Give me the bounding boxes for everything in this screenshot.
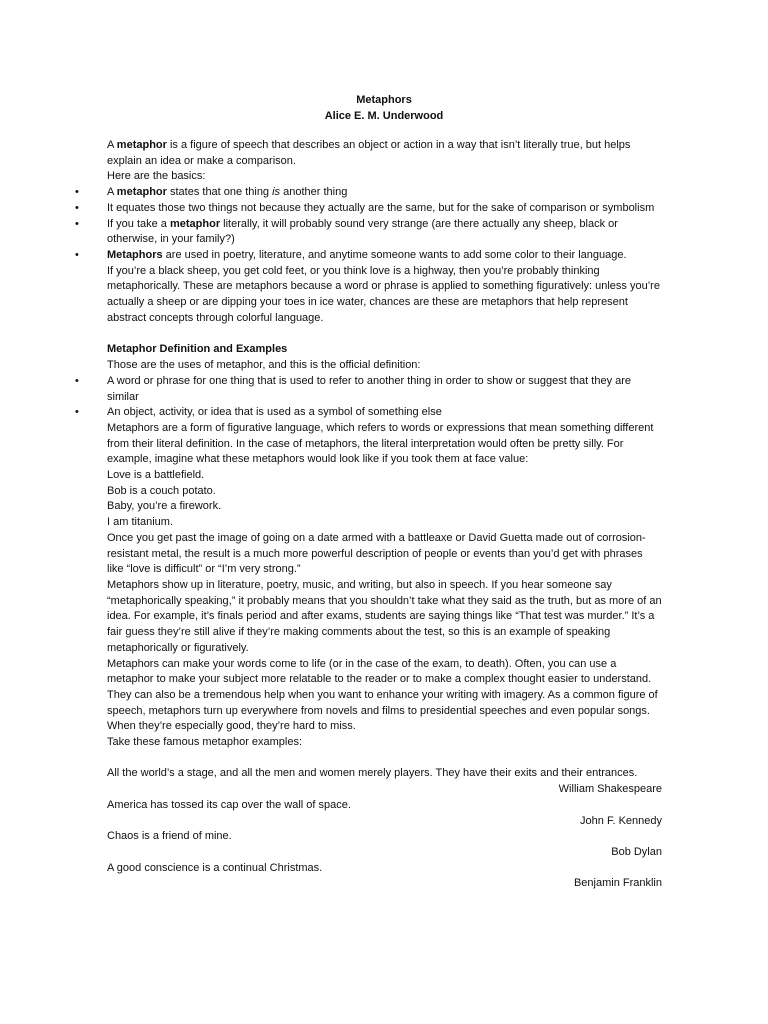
- document-author: Alice E. M. Underwood: [324, 110, 444, 122]
- spacer: [107, 751, 662, 767]
- example-line: I am titanium.: [107, 516, 174, 529]
- example-line: Bob is a couch potato.: [107, 484, 216, 497]
- term-metaphor: metaphor: [116, 139, 167, 151]
- document-title: Metaphors: [356, 94, 412, 106]
- list-item: • It equates those two things not because they actually are the same, but for the sake of comparison or symbolism: [107, 201, 662, 217]
- list-item: • Metaphors are used in poetry, literature, and anytime someone wants to add some color to their language.: [107, 248, 662, 264]
- quote-text: A good conscience is a continual Christmas.: [107, 861, 323, 874]
- intro-paragraph: A metaphor is a figure of speech that describes an object or action in a way that isn’t literally true, but helps explain an idea or make a comparison.: [107, 139, 631, 167]
- section-heading: Metaphor Definition and Examples: [107, 343, 288, 356]
- quote-author: William Shakespeare: [558, 783, 662, 796]
- example-line: Baby, you’re a firework.: [107, 500, 222, 513]
- paragraph-figurative: Metaphors are a form of figurative language, which refers to words or expressions that mean something different from their literal definition. In the case of metaphors, the literal interpretation would often be pretty silly. For example, imagine what these metaphors would look like if you took them at face value:: [107, 421, 654, 466]
- paragraph-battleaxe: Once you get past the image of going on a date armed with a battleaxe or David Guetta made out of corrosion-resistant metal, the result is a much more powerful description of people or events than you’d get with phrases like “love is difficult” or “I’m very strong.”: [107, 531, 646, 576]
- paragraph-speech: Metaphors show up in literature, poetry, music, and writing, but also in speech. If you hear someone say “metaphorically speaking,” it probably means that you shouldn’t take what they said as the truth, but as more of an idea. For example, it’s finals period and after exams, students are saying things like “That test was murder.” It’s a fair guess they’re still alive if they’re making comments about the test, so this is an example of speaking metaphorically or figuratively.: [107, 578, 662, 654]
- quote-author: Bob Dylan: [611, 845, 662, 858]
- paragraph-life: Metaphors can make your words come to life (or in the case of the exam, to death). Often, you can use a metaphor to make your subject more relatable to the reader or to make a complex thought easier to understand. They can also be a tremendous help when you want to enhance your writing with imagery. As a common figure of speech, metaphors turn up everywhere from novels and films to presidential speeches and even popular songs. When they’re especially good, they’re hard to miss.: [107, 657, 658, 733]
- paragraph-black-sheep: If you’re a black sheep, you get cold feet, or you think love is a highway, then you’re probably thinking metaphorically. These are metaphors because a word or phrase is applied to something figuratively: unless you’re actually a sheep or are dipping your toes in ice water, chances are these are metaphors that help represent abstract concepts through colorful language.: [107, 264, 660, 324]
- list-item: • A word or phrase for one thing that is used to refer to another thing in order to show or suggest that they are similar: [107, 374, 662, 405]
- quote-author: Benjamin Franklin: [573, 877, 662, 890]
- list-item: • An object, activity, or idea that is used as a symbol of something else: [107, 405, 662, 421]
- title-block: [0, 92, 768, 124]
- definition-intro: Those are the uses of metaphor, and this is the official definition:: [107, 359, 421, 372]
- quote-text: Chaos is a friend of mine.: [107, 830, 232, 843]
- example-line: Love is a battlefield.: [107, 469, 205, 482]
- famous-intro: Take these famous metaphor examples:: [107, 736, 303, 749]
- quote-text: America has tossed its cap over the wall of space.: [107, 798, 351, 811]
- list-item: • A metaphor states that one thing is another thing: [107, 185, 662, 201]
- definition-list: [107, 374, 662, 421]
- quote-text: All the world’s a stage, and all the men and women merely players. They have their exits and their entrances.: [107, 767, 638, 780]
- quote-author: John F. Kennedy: [580, 814, 662, 827]
- list-item: • If you take a metaphor literally, it will probably sound very strange (are there actually any sheep, black or otherwise, in your family?): [107, 217, 662, 248]
- basics-label: Here are the basics:: [107, 170, 206, 183]
- basics-list: [107, 185, 662, 264]
- document-body: [107, 138, 662, 892]
